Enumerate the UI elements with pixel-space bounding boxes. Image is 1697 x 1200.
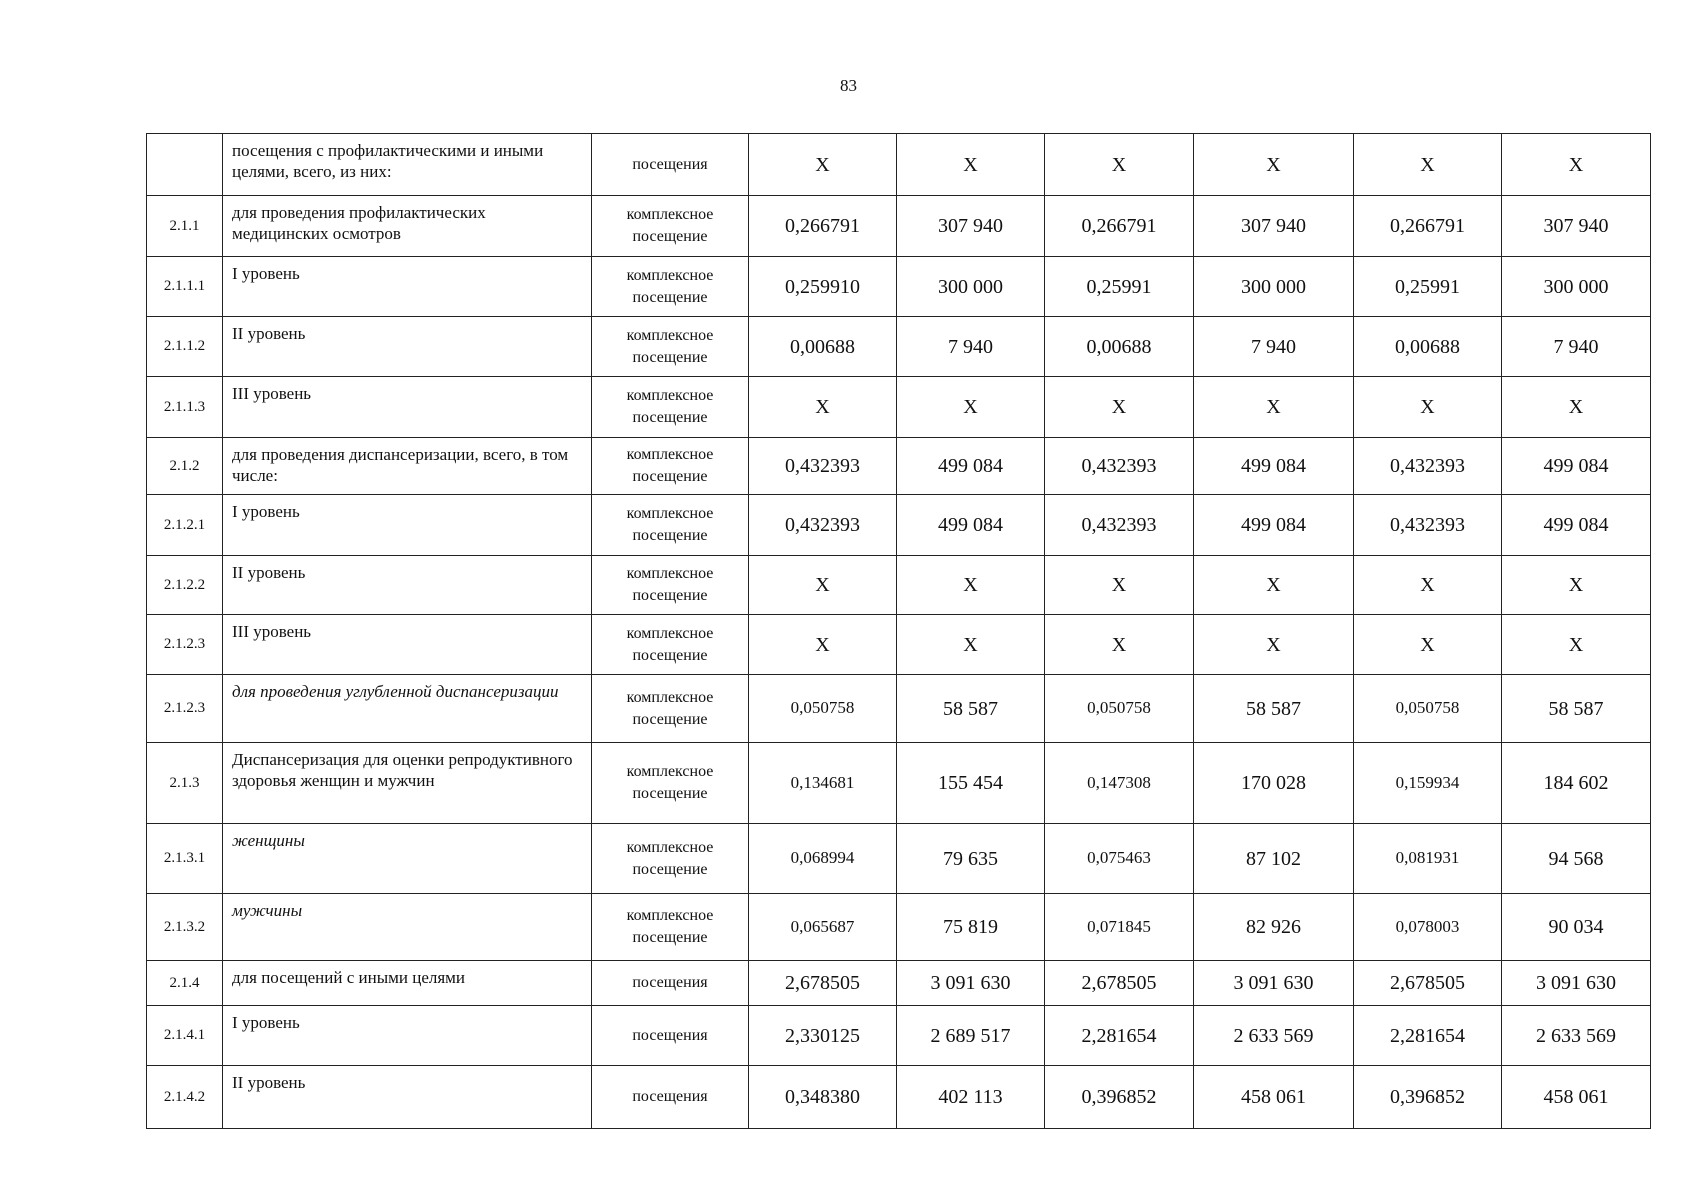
value-cell: 300 000 xyxy=(1502,257,1651,317)
value-cell: Х xyxy=(1354,556,1502,615)
value-cell: 499 084 xyxy=(897,438,1045,495)
value-cell: 82 926 xyxy=(1194,894,1354,961)
value-cell: 0,00688 xyxy=(749,317,897,377)
value-cell: Х xyxy=(1502,615,1651,675)
value-cell: 7 940 xyxy=(1194,317,1354,377)
value-cell: Х xyxy=(1354,615,1502,675)
value-cell: 7 940 xyxy=(1502,317,1651,377)
table-row xyxy=(147,556,1651,615)
value-cell: Х xyxy=(1045,615,1194,675)
value-cell: 58 587 xyxy=(897,675,1045,743)
row-name: I уровень xyxy=(223,257,592,317)
row-code: 2.1.1 xyxy=(147,196,223,257)
value-cell: 307 940 xyxy=(897,196,1045,257)
row-unit: комплексное посещение xyxy=(592,438,749,495)
value-cell: 155 454 xyxy=(897,743,1045,824)
row-code: 2.1.1.1 xyxy=(147,257,223,317)
value-cell: 58 587 xyxy=(1194,675,1354,743)
value-cell: 2,678505 xyxy=(749,961,897,1006)
value-cell: 0,075463 xyxy=(1045,824,1194,894)
row-unit: комплексное посещение xyxy=(592,675,749,743)
row-unit: посещения xyxy=(592,1066,749,1129)
value-cell: 307 940 xyxy=(1194,196,1354,257)
row-name: III уровень xyxy=(223,615,592,675)
value-cell: 2,330125 xyxy=(749,1006,897,1066)
value-cell: 2,678505 xyxy=(1045,961,1194,1006)
value-cell: 0,25991 xyxy=(1354,257,1502,317)
value-cell: Х xyxy=(1502,556,1651,615)
value-cell: 0,078003 xyxy=(1354,894,1502,961)
row-name: женщины xyxy=(223,824,592,894)
row-name: для проведения углубленной диспансеризации xyxy=(223,675,592,743)
value-cell: Х xyxy=(897,556,1045,615)
value-cell: 2 689 517 xyxy=(897,1006,1045,1066)
table-row xyxy=(147,495,1651,556)
value-cell: Х xyxy=(1045,556,1194,615)
table-row xyxy=(147,615,1651,675)
value-cell: 0,159934 xyxy=(1354,743,1502,824)
value-cell: 499 084 xyxy=(897,495,1045,556)
value-cell: 0,00688 xyxy=(1354,317,1502,377)
row-name: для посещений с иными целями xyxy=(223,961,592,1006)
value-cell: Х xyxy=(749,134,897,196)
value-cell: 0,00688 xyxy=(1045,317,1194,377)
value-cell: Х xyxy=(1194,615,1354,675)
row-code: 2.1.4.2 xyxy=(147,1066,223,1129)
value-cell: 0,259910 xyxy=(749,257,897,317)
row-unit: комплексное посещение xyxy=(592,615,749,675)
row-name: для проведения диспансеризации, всего, в том числе: xyxy=(223,438,592,495)
page-number: 83 xyxy=(840,76,857,95)
table-row xyxy=(147,134,1651,196)
value-cell: 499 084 xyxy=(1194,495,1354,556)
row-code: 2.1.2.3 xyxy=(147,675,223,743)
row-name: I уровень xyxy=(223,495,592,556)
value-cell: 307 940 xyxy=(1502,196,1651,257)
value-cell: 2,281654 xyxy=(1354,1006,1502,1066)
table-row xyxy=(147,743,1651,824)
value-cell: 0,065687 xyxy=(749,894,897,961)
value-cell: 94 568 xyxy=(1502,824,1651,894)
value-cell: Х xyxy=(897,615,1045,675)
value-cell: Х xyxy=(749,377,897,438)
value-cell: 0,25991 xyxy=(1045,257,1194,317)
value-cell: 0,432393 xyxy=(1354,495,1502,556)
value-cell: 3 091 630 xyxy=(1502,961,1651,1006)
value-cell: 0,050758 xyxy=(1354,675,1502,743)
row-unit: комплексное посещение xyxy=(592,894,749,961)
value-cell: Х xyxy=(1354,377,1502,438)
row-unit: комплексное посещение xyxy=(592,257,749,317)
data-table xyxy=(146,133,1651,1129)
row-name: III уровень xyxy=(223,377,592,438)
row-code: 2.1.1.2 xyxy=(147,317,223,377)
row-unit: посещения xyxy=(592,134,749,196)
value-cell: 2,678505 xyxy=(1354,961,1502,1006)
row-code: 2.1.2.3 xyxy=(147,615,223,675)
table-row xyxy=(147,438,1651,495)
row-name: мужчины xyxy=(223,894,592,961)
row-unit: комплексное посещение xyxy=(592,556,749,615)
value-cell: 0,396852 xyxy=(1354,1066,1502,1129)
table-row xyxy=(147,196,1651,257)
value-cell: 499 084 xyxy=(1502,438,1651,495)
row-code: 2.1.4.1 xyxy=(147,1006,223,1066)
value-cell: 79 635 xyxy=(897,824,1045,894)
value-cell: 499 084 xyxy=(1502,495,1651,556)
row-unit: комплексное посещение xyxy=(592,317,749,377)
value-cell: 0,134681 xyxy=(749,743,897,824)
value-cell: 0,432393 xyxy=(749,495,897,556)
value-cell: Х xyxy=(1354,134,1502,196)
value-cell: 0,050758 xyxy=(749,675,897,743)
value-cell: Х xyxy=(749,615,897,675)
table-row xyxy=(147,894,1651,961)
row-code: 2.1.1.3 xyxy=(147,377,223,438)
value-cell: 90 034 xyxy=(1502,894,1651,961)
row-code: 2.1.3 xyxy=(147,743,223,824)
row-name: I уровень xyxy=(223,1006,592,1066)
row-unit: комплексное посещение xyxy=(592,824,749,894)
value-cell: Х xyxy=(749,556,897,615)
value-cell: 300 000 xyxy=(897,257,1045,317)
value-cell: Х xyxy=(897,377,1045,438)
value-cell: Х xyxy=(1502,134,1651,196)
value-cell: 75 819 xyxy=(897,894,1045,961)
value-cell: 0,266791 xyxy=(749,196,897,257)
value-cell: 3 091 630 xyxy=(897,961,1045,1006)
row-name: для проведения профилактических медицинских осмотров xyxy=(223,196,592,257)
row-code: 2.1.2.1 xyxy=(147,495,223,556)
value-cell: Х xyxy=(1045,377,1194,438)
value-cell: 499 084 xyxy=(1194,438,1354,495)
table-row xyxy=(147,1066,1651,1129)
row-name: посещения с профилактическими и иными целями, всего, из них: xyxy=(223,134,592,196)
value-cell: 0,147308 xyxy=(1045,743,1194,824)
row-name: II уровень xyxy=(223,317,592,377)
value-cell: 2 633 569 xyxy=(1194,1006,1354,1066)
row-name: II уровень xyxy=(223,1066,592,1129)
value-cell: 3 091 630 xyxy=(1194,961,1354,1006)
value-cell: 0,081931 xyxy=(1354,824,1502,894)
row-unit: комплексное посещение xyxy=(592,743,749,824)
value-cell: Х xyxy=(1502,377,1651,438)
row-unit: посещения xyxy=(592,961,749,1006)
value-cell: Х xyxy=(1194,556,1354,615)
value-cell: 402 113 xyxy=(897,1066,1045,1129)
value-cell: 7 940 xyxy=(897,317,1045,377)
value-cell: 0,432393 xyxy=(1045,495,1194,556)
value-cell: 0,348380 xyxy=(749,1066,897,1129)
row-code: 2.1.4 xyxy=(147,961,223,1006)
row-unit: посещения xyxy=(592,1006,749,1066)
table-row xyxy=(147,961,1651,1006)
value-cell: 170 028 xyxy=(1194,743,1354,824)
table-row xyxy=(147,824,1651,894)
value-cell: 0,432393 xyxy=(749,438,897,495)
value-cell: 2,281654 xyxy=(1045,1006,1194,1066)
row-unit: комплексное посещение xyxy=(592,495,749,556)
value-cell: 300 000 xyxy=(1194,257,1354,317)
value-cell: 458 061 xyxy=(1194,1066,1354,1129)
table-row xyxy=(147,1006,1651,1066)
value-cell: 458 061 xyxy=(1502,1066,1651,1129)
row-unit: комплексное посещение xyxy=(592,377,749,438)
value-cell: 87 102 xyxy=(1194,824,1354,894)
value-cell: 0,071845 xyxy=(1045,894,1194,961)
value-cell: Х xyxy=(1045,134,1194,196)
table-row xyxy=(147,377,1651,438)
row-code: 2.1.2 xyxy=(147,438,223,495)
value-cell: 184 602 xyxy=(1502,743,1651,824)
value-cell: 2 633 569 xyxy=(1502,1006,1651,1066)
row-unit: комплексное посещение xyxy=(592,196,749,257)
row-name: Диспансеризация для оценки репродуктивного здоровья женщин и мужчин xyxy=(223,743,592,824)
table-row xyxy=(147,317,1651,377)
value-cell: 0,266791 xyxy=(1045,196,1194,257)
table-row xyxy=(147,675,1651,743)
value-cell: 0,432393 xyxy=(1045,438,1194,495)
row-code: 2.1.3.2 xyxy=(147,894,223,961)
row-code: 2.1.2.2 xyxy=(147,556,223,615)
value-cell: 0,068994 xyxy=(749,824,897,894)
value-cell: 0,396852 xyxy=(1045,1066,1194,1129)
value-cell: Х xyxy=(1194,134,1354,196)
value-cell: Х xyxy=(897,134,1045,196)
value-cell: Х xyxy=(1194,377,1354,438)
value-cell: 0,266791 xyxy=(1354,196,1502,257)
row-code: 2.1.3.1 xyxy=(147,824,223,894)
value-cell: 0,432393 xyxy=(1354,438,1502,495)
value-cell: 58 587 xyxy=(1502,675,1651,743)
value-cell: 0,050758 xyxy=(1045,675,1194,743)
row-name: II уровень xyxy=(223,556,592,615)
table-row xyxy=(147,257,1651,317)
row-code xyxy=(147,134,223,196)
table-body xyxy=(147,134,1651,1129)
